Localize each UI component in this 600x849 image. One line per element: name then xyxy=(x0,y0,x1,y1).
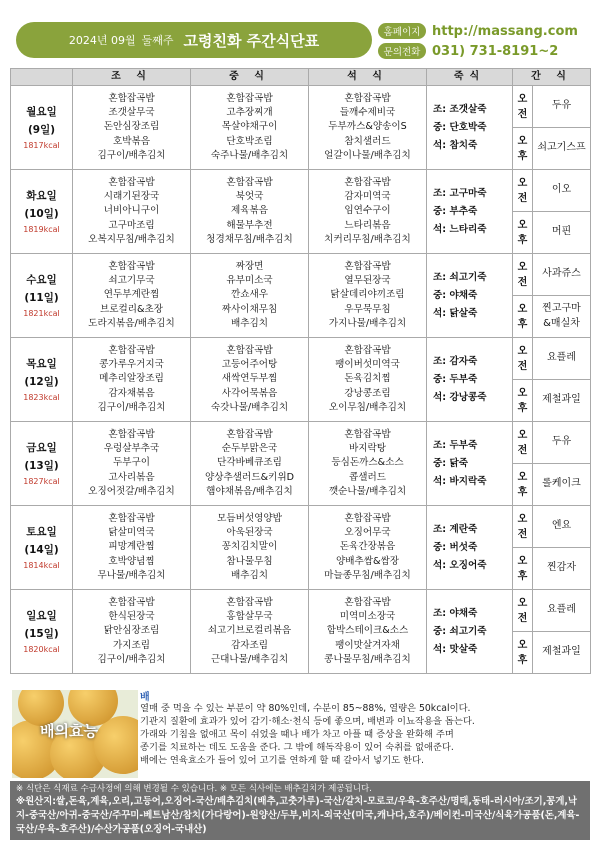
day-row xyxy=(11,506,591,548)
day-kcal: 1827kcal xyxy=(23,476,60,486)
day-name: 목요일 xyxy=(26,357,57,370)
pm-label: 오 후 xyxy=(513,548,533,590)
menu-item: 혼합잡곡밥 xyxy=(344,429,391,441)
breakfast-cell xyxy=(73,170,191,254)
menu-item: 닭살데리야끼조림 xyxy=(330,289,405,301)
menu-item: 햄야채볶음/배추김치 xyxy=(206,485,293,497)
menu-item: 호박양념찜 xyxy=(108,555,155,567)
menu-item: 느타리볶음 xyxy=(344,219,391,231)
snack-pm: 찐감자 xyxy=(533,548,591,590)
menu-item: 혼합잡곡밥 xyxy=(108,597,155,609)
day-date: (12일) xyxy=(24,375,59,388)
lunch-cell xyxy=(191,254,309,338)
menu-item: 북엇국 xyxy=(235,191,264,203)
menu-item: 사각어묵볶음 xyxy=(221,387,278,399)
day-name: 화요일 xyxy=(26,189,57,202)
day-kcal: 1823kcal xyxy=(23,392,60,402)
dinner-cell xyxy=(309,338,427,422)
menu-item: 감자조림 xyxy=(230,639,269,651)
day-date: (13일) xyxy=(24,459,59,472)
menu-item: 조갯살무국 xyxy=(108,107,155,119)
menu-item: 숙갓나물/배추김치 xyxy=(210,401,289,413)
menu-item: 바지락탕 xyxy=(348,443,387,455)
menu-item: 치커리무침/배추김치 xyxy=(324,233,411,245)
day-row xyxy=(11,590,591,632)
menu-item: 혼합잡곡밥 xyxy=(226,429,273,441)
jook-item: 석: 닭살죽 xyxy=(433,307,478,319)
menu-item: 혼합잡곡밥 xyxy=(108,345,155,357)
pm-label: 오 후 xyxy=(513,296,533,338)
menu-item: 두부구이 xyxy=(112,457,151,469)
menu-item: 연두부계란찜 xyxy=(103,289,160,301)
menu-item: 함박스테이크&소스 xyxy=(326,625,409,637)
menu-item: 쇠고기무국 xyxy=(108,275,155,287)
menu-item: 미역미소장국 xyxy=(339,611,396,623)
pm-label: 오 후 xyxy=(513,632,533,674)
menu-item: 혼합잡곡밥 xyxy=(226,345,273,357)
day-row xyxy=(11,422,591,464)
snack-pm: 제철과일 xyxy=(533,380,591,422)
am-label: 오 전 xyxy=(513,506,533,548)
header-day xyxy=(11,69,73,86)
day-kcal: 1821kcal xyxy=(23,308,60,318)
jook-item: 중: 단호박죽 xyxy=(433,121,487,133)
menu-item: 짜장면 xyxy=(235,261,264,273)
lunch-cell xyxy=(191,422,309,506)
jook-cell xyxy=(427,86,513,170)
menu-item: 닭안심장조림 xyxy=(103,625,160,637)
day-date: (9일) xyxy=(27,123,56,136)
menu-item: 쇠고기브로컬리볶음 xyxy=(207,625,292,637)
pear-title: 배 xyxy=(140,692,150,703)
menu-item: 혼합잡곡밥 xyxy=(226,597,273,609)
menu-item: 돈육간장볶음 xyxy=(339,541,396,553)
menu-item: 메추리알장조림 xyxy=(99,373,164,385)
jook-item: 중: 버섯죽 xyxy=(433,541,478,553)
pm-label: 오 후 xyxy=(513,212,533,254)
jook-item: 조: 두부죽 xyxy=(433,439,478,451)
breakfast-cell xyxy=(73,506,191,590)
dinner-cell xyxy=(309,86,427,170)
am-label: 오 전 xyxy=(513,86,533,128)
snack-pm: 롤케이크 xyxy=(533,464,591,506)
menu-item: 숙주나물/배추김치 xyxy=(210,149,289,161)
menu-item: 도라지볶음/배추김치 xyxy=(88,317,175,329)
lunch-cell xyxy=(191,170,309,254)
day-cell xyxy=(11,86,73,170)
day-row xyxy=(11,86,591,128)
homepage-label: 홈페이지 xyxy=(378,23,426,39)
menu-item: 혼합잡곡밥 xyxy=(108,177,155,189)
contact-info xyxy=(378,22,592,62)
pear-line: 배에는 연육효소가 들어 있어 고기를 연하게 할 때 갈아서 넣기도 한다. xyxy=(140,755,424,766)
menu-item: 홍합살무국 xyxy=(226,611,273,623)
menu-item: 김구이/배추김치 xyxy=(97,653,166,665)
menu-item: 청경채무침/배추김치 xyxy=(206,233,293,245)
menu-item: 오징어무국 xyxy=(344,527,391,539)
jook-cell xyxy=(427,590,513,674)
day-row xyxy=(11,338,591,380)
pear-line: 종기를 치료하는 데도 도움을 준다. 그 밖에 해독작용이 있어 숙취를 없애준다. xyxy=(140,742,454,753)
menu-item: 참치샐러드 xyxy=(344,135,391,147)
menu-item: 혼합잡곡밥 xyxy=(344,345,391,357)
am-label: 오 전 xyxy=(513,590,533,632)
jook-item: 중: 두부죽 xyxy=(433,373,478,385)
jook-item: 석: 참치죽 xyxy=(433,139,478,151)
menu-item: 새싹연두부찜 xyxy=(221,373,278,385)
lunch-cell xyxy=(191,338,309,422)
menu-item: 모듬버섯영양밥 xyxy=(217,513,282,525)
jook-item: 조: 조갯살죽 xyxy=(433,103,487,115)
menu-item: 김구이/배추김치 xyxy=(97,401,166,413)
am-label: 오 전 xyxy=(513,254,533,296)
menu-item: 배추김치 xyxy=(230,317,269,329)
day-kcal: 1817kcal xyxy=(23,140,60,150)
header-jook: 죽식 xyxy=(427,69,513,86)
menu-item: 팽이버섯미역국 xyxy=(335,359,400,371)
pm-label: 오 후 xyxy=(513,128,533,170)
phone-label: 문의전화 xyxy=(378,43,426,59)
day-cell xyxy=(11,254,73,338)
snack-am: 이오 xyxy=(533,170,591,212)
day-name: 금요일 xyxy=(26,441,57,454)
menu-item: 제육볶음 xyxy=(230,205,269,217)
menu-item: 혼합잡곡밥 xyxy=(108,261,155,273)
pear-image-label: 배의효능 xyxy=(40,722,98,740)
page-title: 고령친화 주간식단표 xyxy=(183,31,320,50)
menu-item: 단각바베큐조림 xyxy=(217,457,282,469)
menu-item: 들깨수제비국 xyxy=(339,107,396,119)
menu-item: 콩나물무침/배추김치 xyxy=(324,653,411,665)
pear-description xyxy=(140,702,592,767)
snack-pm: 찐고구마 &매실차 xyxy=(533,296,591,338)
menu-item: 얼갈이나물/배추김치 xyxy=(324,149,411,161)
menu-item: 임연수구이 xyxy=(344,205,391,217)
header-snack: 간 식 xyxy=(513,69,591,86)
jook-item: 조: 쇠고기죽 xyxy=(433,271,487,283)
snack-pm: 머핀 xyxy=(533,212,591,254)
menu-item: 혼합잡곡밥 xyxy=(344,597,391,609)
menu-item: 근대나물/배추김치 xyxy=(210,653,289,665)
menu-title-banner xyxy=(16,22,372,58)
breakfast-cell xyxy=(73,590,191,674)
day-date: (14일) xyxy=(24,543,59,556)
menu-item: 깻순나물/배추김치 xyxy=(328,485,407,497)
header-breakfast: 조 식 xyxy=(73,69,191,86)
pear-line: 열매 중 먹을 수 있는 부분이 약 80%인데, 수분이 85~88%, 열량은 50kcal이다. xyxy=(140,703,471,714)
menu-item: 유부미소국 xyxy=(226,275,273,287)
menu-item: 양상추샐러드&키위D xyxy=(204,471,294,483)
menu-item: 혼합잡곡밥 xyxy=(226,93,273,105)
pear-image xyxy=(12,690,138,778)
jook-item: 석: 강낭콩죽 xyxy=(433,391,487,403)
dinner-cell xyxy=(309,422,427,506)
menu-item: 열무된장국 xyxy=(344,275,391,287)
snack-am: 사과쥬스 xyxy=(533,254,591,296)
day-row xyxy=(11,254,591,296)
am-label: 오 전 xyxy=(513,422,533,464)
jook-item: 조: 계란죽 xyxy=(433,523,478,535)
menu-item: 고사리볶음 xyxy=(108,471,155,483)
menu-item: 참나물무침 xyxy=(226,555,273,567)
jook-cell xyxy=(427,170,513,254)
menu-item: 팽이맛살겨자채 xyxy=(335,639,400,651)
snack-pm: 쇠고기스프 xyxy=(533,128,591,170)
pm-label: 오 후 xyxy=(513,464,533,506)
menu-item: 감자채볶음 xyxy=(108,387,155,399)
lunch-cell xyxy=(191,86,309,170)
origin-info: ※원산지:쌀,돈육,계육,오리,고등어,오징어-국산/배추김치(배추,고춧가루)-국산/갈치-모로코/우육-호주산/명태,동태-러시아/조기,꽁게,낙지-중국산/아귀-중국산/주꾸미-베트남산/참치(가다랑어)-원양산/두부,비지-외국산(미국,캐나다,호주)/베이컨-미국산/식육가공품(돈,계육-국산/우육-호주산)/수산가공품(오징어-국내산) xyxy=(16,796,580,835)
menu-item: 너비아니구이 xyxy=(103,205,160,217)
menu-item: 한식된장국 xyxy=(108,611,155,623)
day-kcal: 1820kcal xyxy=(23,644,60,654)
breakfast-cell xyxy=(73,254,191,338)
jook-item: 석: 맛살죽 xyxy=(433,643,478,655)
snack-am: 두유 xyxy=(533,422,591,464)
jook-cell xyxy=(427,422,513,506)
jook-item: 중: 쇠고기죽 xyxy=(433,625,487,637)
day-cell xyxy=(11,338,73,422)
lunch-cell xyxy=(191,506,309,590)
menu-item: 가지조림 xyxy=(112,639,151,651)
weekly-menu-table xyxy=(10,68,591,674)
menu-item: 혼합잡곡밥 xyxy=(108,429,155,441)
day-kcal: 1814kcal xyxy=(23,560,60,570)
menu-item: 호박볶음 xyxy=(112,135,151,147)
menu-item: 돈안심장조림 xyxy=(103,121,160,133)
menu-item: 콥샐러드 xyxy=(348,471,387,483)
menu-item: 닭살미역국 xyxy=(108,527,155,539)
dinner-cell xyxy=(309,590,427,674)
menu-item: 브로컬리&초장 xyxy=(99,303,164,315)
menu-item: 짜사이채무침 xyxy=(221,303,278,315)
menu-item: 혼합잡곡밥 xyxy=(344,513,391,525)
menu-item: 혼합잡곡밥 xyxy=(108,93,155,105)
menu-item: 순두부맑은국 xyxy=(221,443,278,455)
menu-item: 혼합잡곡밥 xyxy=(344,93,391,105)
snack-am: 요플레 xyxy=(533,590,591,632)
menu-item: 콩가루우거지국 xyxy=(99,359,164,371)
phone-number: 031) 731-8191~2 xyxy=(432,43,559,59)
day-name: 월요일 xyxy=(26,105,57,118)
menu-item: 혼합잡곡밥 xyxy=(344,177,391,189)
menu-item: 우무묵무침 xyxy=(344,303,391,315)
day-name: 토요일 xyxy=(26,525,57,538)
menu-item: 양배추쌈&쌈장 xyxy=(335,555,400,567)
menu-item: 혼합잡곡밥 xyxy=(226,177,273,189)
menu-item: 오이무침/배추김치 xyxy=(328,401,407,413)
header-dinner: 석 식 xyxy=(309,69,427,86)
menu-item: 등심돈까스&소스 xyxy=(331,457,404,469)
menu-item: 해물부추전 xyxy=(226,219,273,231)
notes-notice: ※ 식단은 식재료 수급사정에 의해 변경될 수 있습니다. ※ 모든 식사에는 배추김치가 제공됩니다. xyxy=(16,784,372,794)
menu-item: 깐쇼새우 xyxy=(230,289,269,301)
day-date: (15일) xyxy=(24,627,59,640)
menu-item: 두부까스&양송이S xyxy=(328,121,407,133)
table-header-row xyxy=(11,69,591,86)
dinner-cell xyxy=(309,254,427,338)
day-cell xyxy=(11,170,73,254)
snack-pm: 제철과일 xyxy=(533,632,591,674)
menu-item: 고추장찌개 xyxy=(226,107,273,119)
header-lunch: 중 식 xyxy=(191,69,309,86)
snack-am: 두유 xyxy=(533,86,591,128)
day-kcal: 1819kcal xyxy=(23,224,60,234)
menu-item: 오복지무침/배추김치 xyxy=(88,233,175,245)
jook-item: 중: 닭죽 xyxy=(433,457,468,469)
homepage-link[interactable]: http://massang.com xyxy=(432,23,578,39)
day-cell xyxy=(11,422,73,506)
jook-item: 조: 야채죽 xyxy=(433,607,478,619)
menu-item: 혼합잡곡밥 xyxy=(344,261,391,273)
day-cell xyxy=(11,590,73,674)
snack-am: 엔요 xyxy=(533,506,591,548)
menu-item: 시래기된장국 xyxy=(103,191,160,203)
jook-item: 조: 감자죽 xyxy=(433,355,478,367)
pear-line: 기관지 질환에 효과가 있어 감기·해소·천식 등에 좋으며, 배변과 이뇨작용을 돕는다. xyxy=(140,716,475,727)
day-row xyxy=(11,170,591,212)
pm-label: 오 후 xyxy=(513,380,533,422)
menu-item: 오징어젓갈/배추김치 xyxy=(88,485,175,497)
day-name: 일요일 xyxy=(26,609,57,622)
day-cell xyxy=(11,506,73,590)
jook-item: 중: 야채죽 xyxy=(433,289,478,301)
menu-item: 고구마조림 xyxy=(108,219,155,231)
jook-item: 석: 바지락죽 xyxy=(433,475,487,487)
menu-item: 목살야채구이 xyxy=(221,121,278,133)
breakfast-cell xyxy=(73,338,191,422)
menu-item: 아욱된장국 xyxy=(226,527,273,539)
lunch-cell xyxy=(191,590,309,674)
menu-item: 단호박조림 xyxy=(226,135,273,147)
snack-am: 요플레 xyxy=(533,338,591,380)
menu-item: 꽁치김치말이 xyxy=(221,541,278,553)
jook-cell xyxy=(427,506,513,590)
menu-item: 감자미역국 xyxy=(344,191,391,203)
dinner-cell xyxy=(309,506,427,590)
menu-item: 혼합잡곡밥 xyxy=(108,513,155,525)
day-name: 수요일 xyxy=(26,273,57,286)
menu-item: 피망계란찜 xyxy=(108,541,155,553)
year-month: 2024년 09월 xyxy=(68,34,136,47)
menu-item: 강낭콩조림 xyxy=(344,387,391,399)
jook-item: 석: 느타리죽 xyxy=(433,223,487,235)
jook-item: 석: 오징어죽 xyxy=(433,559,487,571)
menu-item: 우렁살부추국 xyxy=(103,443,160,455)
menu-item: 무나물/배추김치 xyxy=(97,569,166,581)
jook-item: 중: 부추죽 xyxy=(433,205,478,217)
day-date: (10일) xyxy=(24,207,59,220)
menu-item: 고등어주어탕 xyxy=(221,359,278,371)
menu-item: 김구이/배추김치 xyxy=(97,149,166,161)
menu-item: 돈육김치찜 xyxy=(344,373,391,385)
menu-item: 가지나물/배추김치 xyxy=(328,317,407,329)
jook-cell xyxy=(427,254,513,338)
jook-item: 조: 고구마죽 xyxy=(433,187,487,199)
breakfast-cell xyxy=(73,86,191,170)
jook-cell xyxy=(427,338,513,422)
day-date: (11일) xyxy=(24,291,59,304)
dinner-cell xyxy=(309,170,427,254)
breakfast-cell xyxy=(73,422,191,506)
week-label: 둘째주 xyxy=(141,34,174,47)
menu-item: 배추김치 xyxy=(230,569,269,581)
am-label: 오 전 xyxy=(513,170,533,212)
pear-line: 가래와 기침을 없애고 목이 쉬었을 때나 배가 차고 아플 때 증상을 완화해 주며 xyxy=(140,729,454,740)
am-label: 오 전 xyxy=(513,338,533,380)
notes-box xyxy=(10,781,590,840)
menu-item: 마늘종무침/배추김치 xyxy=(324,569,411,581)
